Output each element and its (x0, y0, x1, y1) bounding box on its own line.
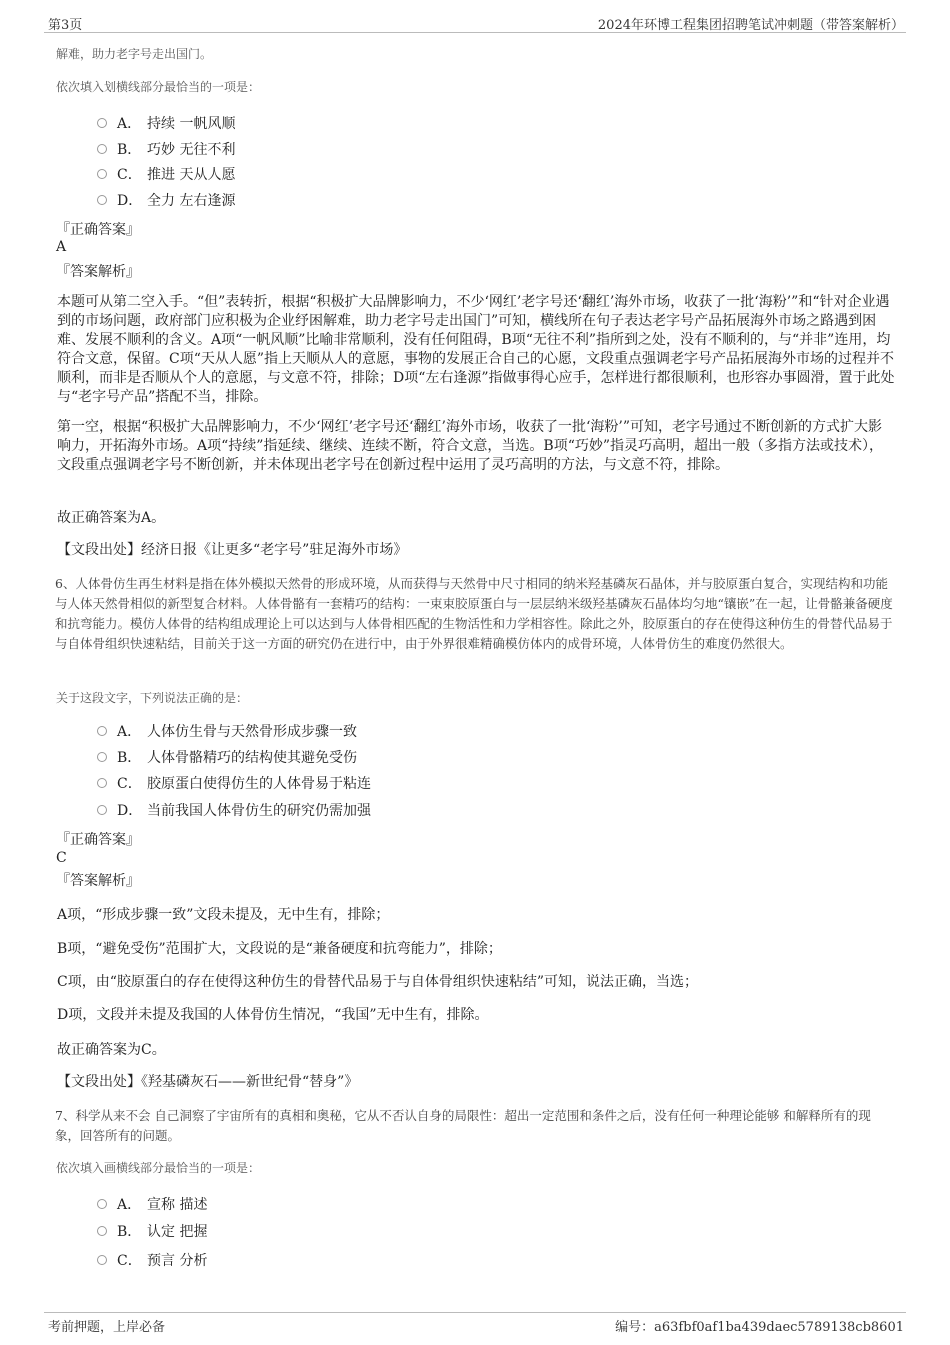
analysis-line: D项，文段并未提及我国的人体骨仿生情况，“我国”无中生有，排除。 (57, 1007, 489, 1023)
option-b[interactable]: B． 认定 把握 (97, 1221, 207, 1243)
page-number: 第3页 (48, 18, 83, 33)
option-c[interactable]: C． 胶原蛋白使得仿生的人体骨易于粘连 (97, 773, 371, 795)
footer-slogan: 考前押题，上岸必备 (48, 1320, 166, 1335)
option-d[interactable]: D． 全力 左右逢源 (97, 190, 235, 212)
question-prompt: 依次填入画横线部分最恰当的一项是： (56, 1161, 261, 1175)
analysis-paragraph: 第一空，根据“积极扩大品牌影响力，不少‘网红’老字号还‘翻红’海外市场，收获了一批‘海粉’”可知，老字号通过不断创新的方式扩大影响力，开拓海外市场。A项“持续”指延续、继续、连续不断，符合文意，当选。B项“巧妙”指灵巧高明，超出一般（多指方法或技术），文段重点强调老字号不断创新，并未体现出老字号在创新过程中运用了灵巧高明的方法，与文意不符，排除。 (57, 419, 884, 473)
analysis-line: C项，由“胶原蛋白的存在使得这种仿生的骨替代品易于与自体骨组织快速粘结”可知，说法正确，当选； (57, 974, 699, 990)
radio-icon[interactable] (97, 752, 107, 762)
question-text: 7、科学从来不会 自己洞察了宇宙所有的真相和奥秘，它从不否认自身的局限性：超出一定范围和条件之后，没有任何一种理论能够 和解释所有的现象，回答所有的问题。 (55, 1108, 871, 1143)
radio-icon[interactable] (97, 144, 107, 154)
answer-value: A (56, 239, 67, 255)
option-a[interactable]: A． 宣称 描述 (97, 1194, 207, 1216)
radio-icon[interactable] (97, 805, 107, 815)
radio-icon[interactable] (97, 118, 107, 128)
analysis-paragraph: 本题可从第二空入手。“但”表转折，根据“积极扩大品牌影响力，不少‘网红’老字号还‘翻红’海外市场，收获了一批‘海粉’”和“针对企业遇到的市场问题，政府部门应积极为企业纾困解难，助力老字号走出国门”可知，横线所在句子表达老字号产品拓展海外市场之路遇到困难、发展不顺利的含义。A项“一帆风顺”比喻非常顺利，没有任何阻碍，B项“无往不利”指所到之处，没有不顺利的，与“并非”连用，均符合文意，保留。C项“天从人愿”指上天顺从人的意愿，事物的发展正合自己的心愿，文段重点强调老字号产品拓展海外市场的过程并不顺利，而非是否顺从个人的意愿，与文意不符，排除；D项“左右逢源”指做事得心应手，怎样进行都很顺利，也形容办事圆滑，置于此处与“老字号产品”搭配不当，排除。 (57, 294, 895, 405)
conclusion: 故正确答案为A。 (57, 510, 166, 526)
radio-icon[interactable] (97, 1199, 107, 1209)
radio-icon[interactable] (97, 169, 107, 179)
option-a[interactable]: A． 人体仿生骨与天然骨形成步骤一致 (97, 721, 357, 743)
answer-value: C (56, 850, 67, 866)
analysis-line: A项，“形成步骤一致”文段未提及，无中生有，排除； (57, 907, 390, 923)
question-prompt: 关于这段文字，下列说法正确的是： (56, 691, 249, 705)
analysis-label: 『答案解析』 (56, 264, 140, 280)
option-b[interactable]: B． 人体骨骼精巧的结构使其避免受伤 (97, 747, 357, 769)
document-title: 2024年环博工程集团招聘笔试冲刺题（带答案解析） (597, 18, 904, 33)
radio-icon[interactable] (97, 195, 107, 205)
analysis-line: B项，“避免受伤”范围扩大，文段说的是“兼备硬度和抗弯能力”，排除； (57, 941, 502, 957)
page-footer (44, 1312, 906, 1335)
question-prompt: 依次填入划横线部分最恰当的一项是： (56, 80, 261, 94)
analysis-label: 『答案解析』 (56, 873, 140, 889)
option-d[interactable]: D． 当前我国人体骨仿生的研究仍需加强 (97, 800, 371, 822)
option-c[interactable]: C． 预言 分析 (97, 1250, 207, 1272)
radio-icon[interactable] (97, 1255, 107, 1265)
document-id: 编号：a63fbf0af1ba439daec5789138cb8601 (615, 1320, 904, 1335)
radio-icon[interactable] (97, 1226, 107, 1236)
option-b[interactable]: B． 巧妙 无往不利 (97, 139, 235, 161)
page-header (44, 12, 906, 33)
radio-icon[interactable] (97, 726, 107, 736)
source-citation: 【文段出处】经济日报《让更多“老字号”驻足海外市场》 (57, 542, 408, 558)
radio-icon[interactable] (97, 778, 107, 788)
question-text: 6、人体骨仿生再生材料是指在体外模拟天然骨的形成环境，从而获得与天然骨中尺寸相同的纳米羟基磷灰石晶体，并与胶原蛋白复合，实现结构和功能与人体天然骨相似的新型复合材料。人体骨骼有一套精巧的结构：一束束胶原蛋白与一层层纳米级羟基磷灰石晶体均匀地“镶嵌”在一起，让骨骼兼备硬度和抗弯能力。模仿人体骨的结构组成理论上可以达到与人体骨相匹配的生物活性和力学相容性。除此之外，胶原蛋白的存在使得这种仿生的骨替代品易于与自体骨组织快速粘结，目前关于这一方面的研究仍在进行中，由于外界很难精确模仿体内的成骨环境，人体骨仿生的难度仍然很大。 (55, 576, 893, 651)
conclusion: 故正确答案为C。 (57, 1042, 166, 1058)
option-c[interactable]: C． 推进 天从人愿 (97, 164, 235, 186)
option-a[interactable]: A． 持续 一帆风顺 (97, 113, 235, 135)
question-text-tail: 解难，助力老字号走出国门。 (56, 47, 213, 61)
answer-label: 『正确答案』 (56, 832, 140, 848)
answer-label: 『正确答案』 (56, 222, 140, 238)
source-citation: 【文段出处】《羟基磷灰石——新世纪骨“替身”》 (57, 1074, 359, 1090)
